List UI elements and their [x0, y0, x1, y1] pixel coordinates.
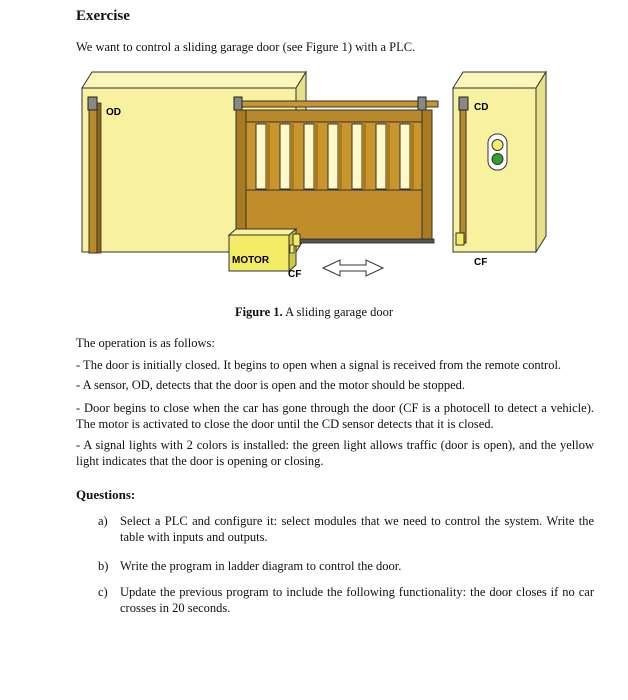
green-light [492, 154, 503, 165]
sliding-door [236, 110, 432, 240]
slide-direction-arrow [323, 260, 383, 276]
question-a [98, 513, 594, 545]
question-c [98, 584, 594, 616]
rail-bracket-left [234, 97, 242, 110]
cf-photocell-door [293, 234, 300, 246]
rail-bracket-right [418, 97, 426, 110]
question-b [98, 558, 594, 574]
operation-item-4: - A signal lights with 2 colors is installed: the green light allows traffic (door is open), and the yellow light indicates that the door is opening or closing. [76, 438, 594, 468]
top-rail [234, 101, 438, 107]
cf-door-label: CF [288, 269, 302, 280]
left-post [88, 97, 101, 253]
figure-caption-label: Figure 1. [234, 305, 283, 319]
yellow-light [492, 140, 503, 151]
operation-item-3: - Door begins to close when the car has gone through the door (CF is a photocell to detect a vehicle). The motor is activated to close the door until the CD sensor detects that it is closed. [76, 401, 594, 431]
figure-caption-text: A sliding garage door [282, 305, 394, 319]
question-c-text: Update the previous program to include the following functionality: the door closes if no car crosses in 20 seconds. [120, 585, 594, 615]
operation-item-1: - The door is initially closed. It begins to open when a signal is received from the remote control. [76, 358, 562, 372]
motor-label: MOTOR [232, 255, 270, 266]
bottom-rail [296, 239, 434, 243]
cf-post-label: CF [474, 257, 488, 268]
question-b-text: Write the program in ladder diagram to control the door. [120, 559, 402, 573]
cd-sensor-label: CD [474, 102, 489, 113]
garage-door-figure [0, 0, 628, 300]
figure-caption [0, 305, 628, 320]
questions-heading: Questions: [76, 487, 136, 502]
operation-item-2: - A sensor, OD, detects that the door is open and the motor should be stopped. [76, 378, 466, 392]
od-sensor-label: OD [106, 107, 121, 118]
exercise-title: Exercise [76, 8, 130, 24]
operation-lead: The operation is as follows: [76, 336, 215, 350]
signal-light [488, 134, 507, 170]
question-c-marker: c) [98, 585, 108, 599]
cf-photocell-post [456, 233, 464, 245]
question-a-text: Select a PLC and configure it: select modules that we need to control the system. Write the table with inputs and outputs. [120, 514, 594, 544]
question-b-marker: b) [98, 559, 109, 573]
intro-text: We want to control a sliding garage door (see Figure 1) with a PLC. [76, 40, 416, 54]
question-a-marker: a) [98, 514, 108, 528]
